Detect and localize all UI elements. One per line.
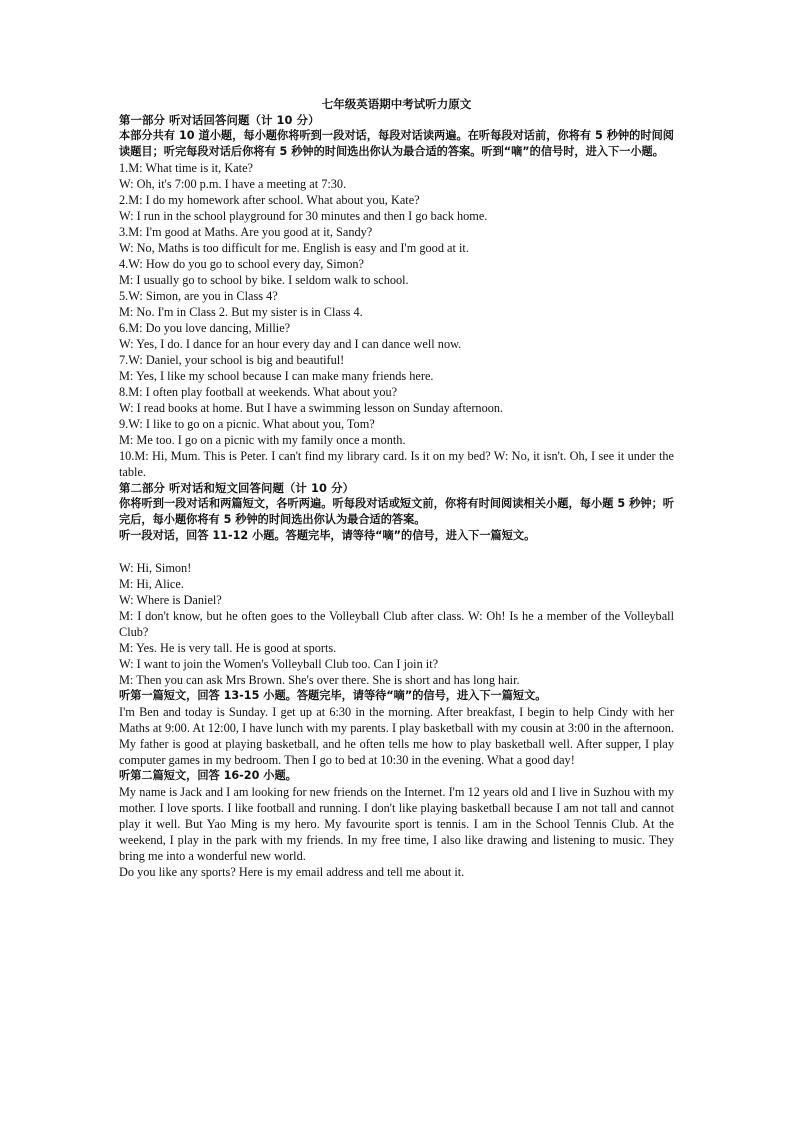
blank-line (119, 544, 674, 560)
dialog-line: W: Where is Daniel? (119, 593, 222, 607)
document-title: 七年级英语期中考试听力原文 (321, 97, 472, 111)
part2-dialog (119, 560, 674, 688)
dialog-line: 5.W: Simon, are you in Class 4? (119, 289, 278, 303)
dialog-line: 4.W: How do you go to school every day, Simon? (119, 257, 364, 271)
dialog-line: W: I want to join the Women's Volleyball Club too. Can I join it? (119, 657, 439, 671)
dialog-line: M: I usually go to school by bike. I seldom walk to school. (119, 273, 409, 287)
dialog-line: W: I read books at home. But I have a swimming lesson on Sunday afternoon. (119, 401, 504, 415)
passage1-text: I'm Ben and today is Sunday. I get up at 6:30 in the morning. After breakfast, I begin to help Cindy with her Maths at 9:00. At 12:00, I have lunch with my parents. I play basketball with my cousin at 3:00 in the afternoon. My father is good at playing basketball, and he often tells me how to play basketball well. After supper, I play computer games in my bedroom. Then I go to bed at 10:30 in the evening. What a good day! (119, 705, 674, 767)
dialog-q10: 10.M: Hi, Mum. This is Peter. I can't find my library card. Is it on my bed? W: No, it isn't. Oh, I see it under the table. (119, 449, 674, 479)
dialog-line: M: Me too. I go on a picnic with my family once a month. (119, 433, 406, 447)
dialog-line: 1.M: What time is it, Kate? (119, 161, 253, 175)
part2-instructions: 你将听到一段对话和两篇短文，各听两遍。听每段对话或短文前，你将有时间阅读相关小题，每小题 5 秒钟；听完后，每小题你将有 5 秒钟的时间选出你认为最合适的答案。 (119, 497, 674, 526)
dialog-line: 3.M: I'm good at Maths. Are you good at it, Sandy? (119, 225, 373, 239)
passage2-intro: 听第二篇短文，回答 16-20 小题。 (119, 769, 297, 782)
dialog-line: 7.W: Daniel, your school is big and beautiful! (119, 353, 345, 367)
dialog-line: M: No. I'm in Class 2. But my sister is in Class 4. (119, 305, 363, 319)
dialog-line: 2.M: I do my homework after school. What about you, Kate? (119, 193, 420, 207)
passage2-last-line: Do you like any sports? Here is my email address and tell me about it. (119, 865, 465, 879)
dialog-line: W: No, Maths is too difficult for me. English is easy and I'm good at it. (119, 241, 469, 255)
dialog-intro: 听一段对话，回答 11-12 小题。答题完毕，请等待“嘀”的信号，进入下一篇短文。 (119, 529, 536, 542)
dialog-line: M: Yes. He is very tall. He is good at sports. (119, 641, 337, 655)
part1-dialog-list (119, 160, 674, 480)
dialog-line: M: Then you can ask Mrs Brown. She's over there. She is short and has long hair. (119, 673, 520, 687)
dialog-line: 9.W: I like to go on a picnic. What about you, Tom? (119, 417, 375, 431)
dialog-line: M: Hi, Alice. (119, 577, 184, 591)
part1-heading: 第一部分 听对话回答问题（计 10 分） (119, 113, 320, 127)
dialog-line: M: Yes, I like my school because I can make many friends here. (119, 369, 434, 383)
document-page (119, 96, 674, 880)
dialog-line: W: Yes, I do. I dance for an hour every day and I can dance well now. (119, 337, 462, 351)
dialog-line: W: Hi, Simon! (119, 561, 192, 575)
dialog-line: 6.M: Do you love dancing, Millie? (119, 321, 291, 335)
part2-heading: 第二部分 听对话和短文回答问题（计 10 分） (119, 481, 355, 495)
dialog-paragraph: M: I don't know, but he often goes to the Volleyball Club after class. W: Oh! Is he a member of the Volleyball Club? (119, 609, 674, 639)
dialog-line: W: Oh, it's 7:00 p.m. I have a meeting at 7:30. (119, 177, 347, 191)
dialog-line: 8.M: I often play football at weekends. What about you? (119, 385, 398, 399)
dialog-line: W: I run in the school playground for 30 minutes and then I go back home. (119, 209, 488, 223)
part1-instructions: 本部分共有 10 道小题，每小题你将听到一段对话，每段对话读两遍。在听每段对话前，你将有 5 秒钟的时间阅读题目；听完每段对话后你将有 5 秒钟的时间选出你认为最合适的答案。听到“嘀”的信号时，进入下一小题。 (119, 129, 674, 158)
passage1-intro: 听第一篇短文，回答 13-15 小题。答题完毕，请等待“嘀”的信号，进入下一篇短文。 (119, 689, 547, 702)
passage2-text: My name is Jack and I am looking for new friends on the Internet. I'm 12 years old and I live in Suzhou with my mother. I love sports. I like football and running. I don't like playing basketball because I am not tall and cannot play it well. But Yao Ming is my hero. My favourite sport is tennis. I am in the School Tennis Club. At the weekend, I play in the park with my friends. In my free time, I also like drawing and listening to music. They bring me into a wonderful new world. (119, 785, 674, 863)
